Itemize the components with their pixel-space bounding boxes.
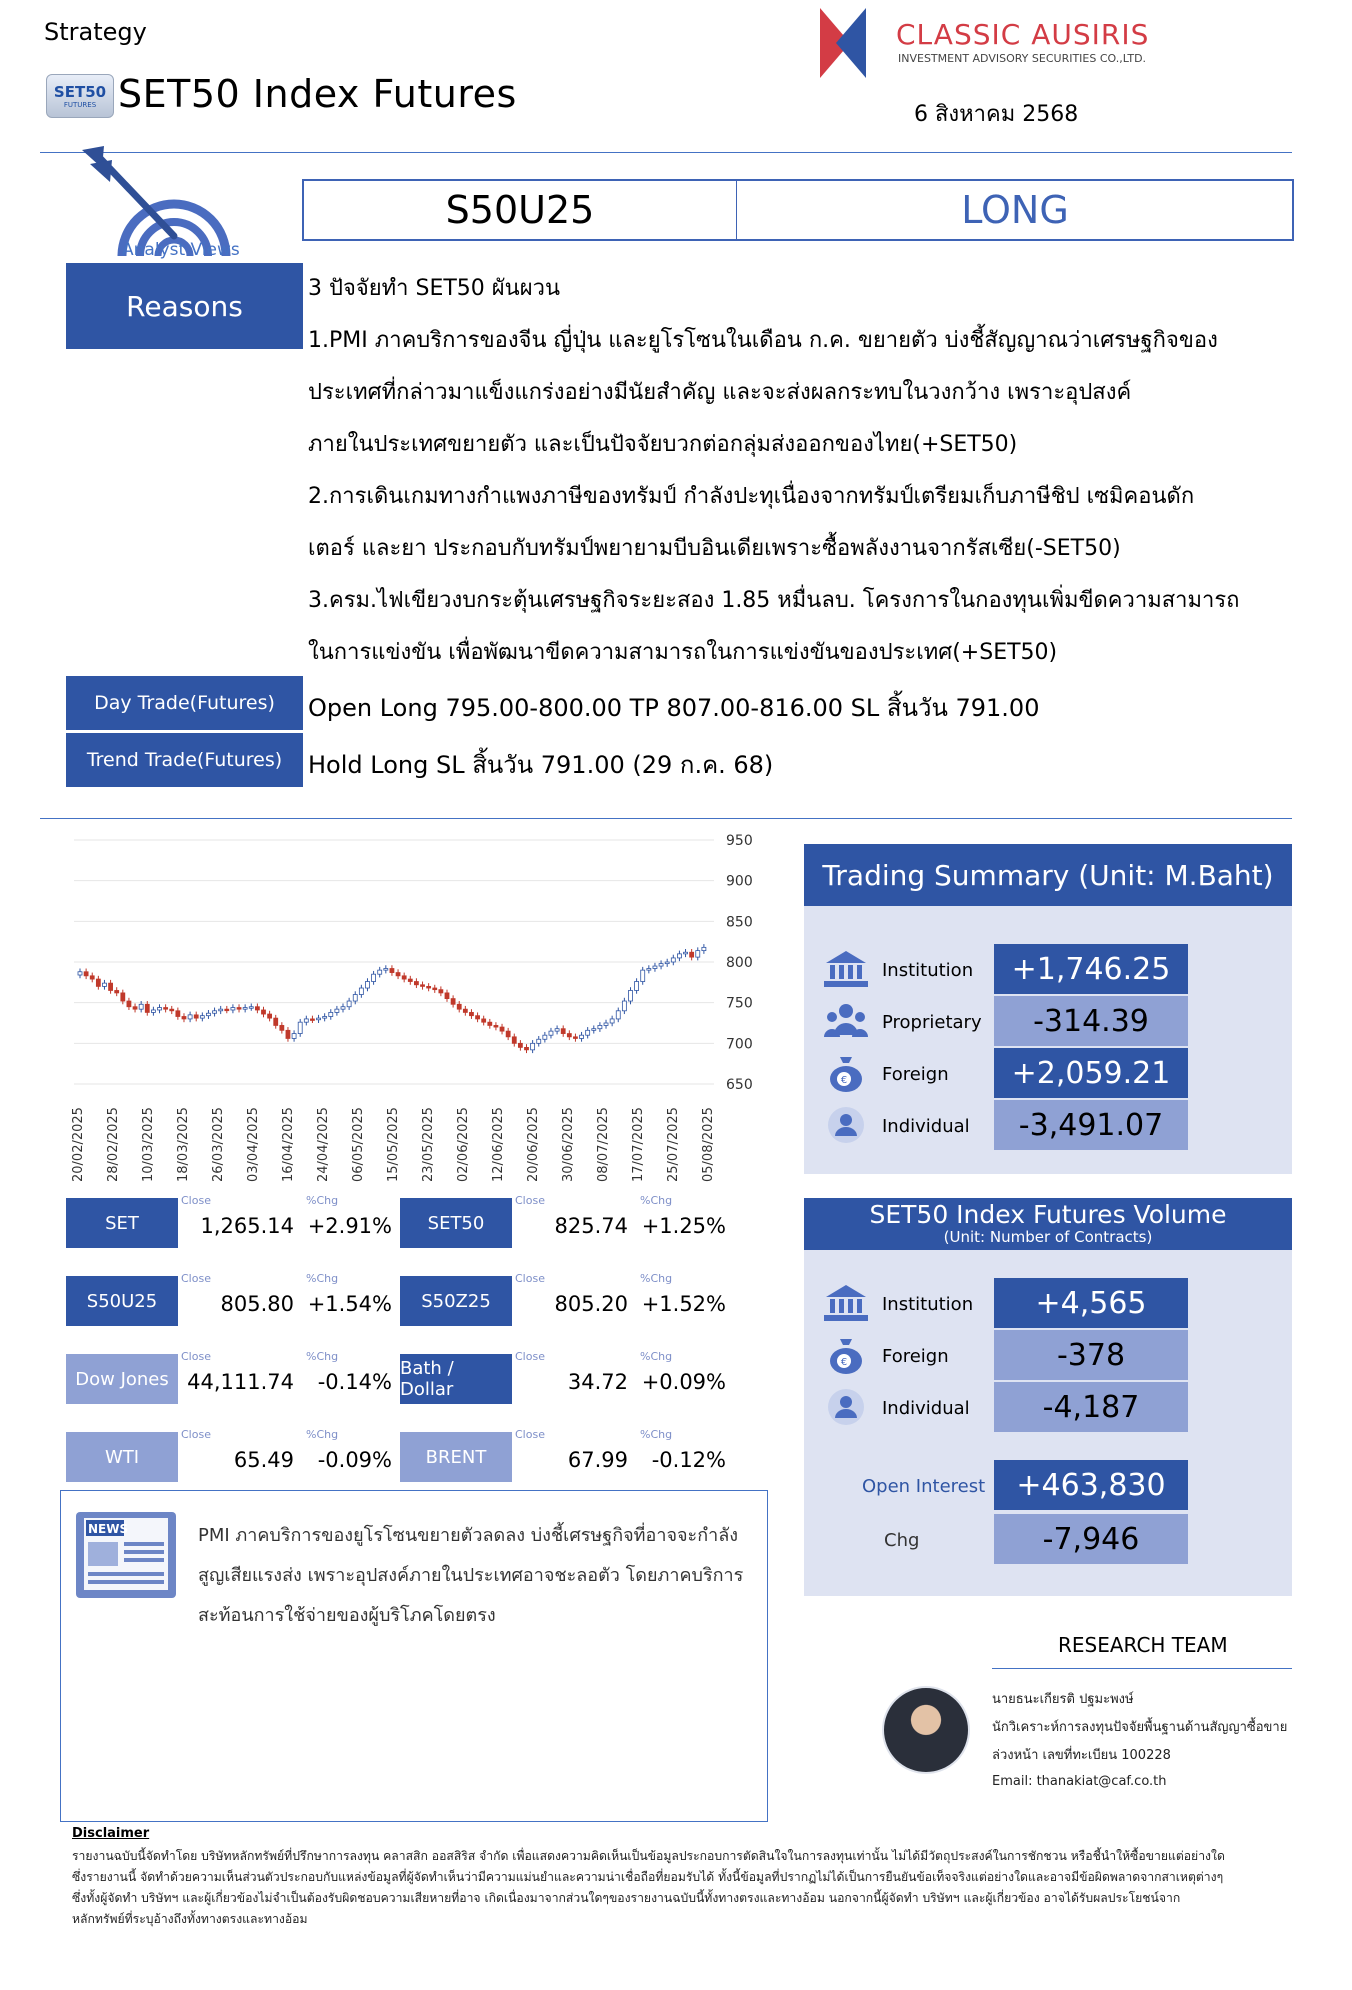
- candle-body: [586, 1030, 590, 1035]
- company-subtitle: INVESTMENT ADVISORY SECURITIES CO.,LTD.: [898, 52, 1147, 65]
- candle-body: [225, 1009, 229, 1011]
- close-caption: Close: [181, 1272, 211, 1285]
- x-tick-label: 20/02/2025: [71, 1107, 86, 1182]
- x-tick-label: 02/06/2025: [456, 1107, 471, 1182]
- row-value: -314.39: [994, 996, 1188, 1046]
- trend-trade-text: Hold Long SL สิ้นวัน 791.00 (29 ก.ค. 68): [308, 751, 774, 779]
- candle-body: [402, 976, 406, 979]
- market-tile-name: WTI: [66, 1432, 178, 1482]
- candle-body: [133, 1007, 137, 1009]
- chg-value: -0.12%: [651, 1448, 726, 1472]
- candle-body: [677, 954, 681, 958]
- x-tick-label: 20/06/2025: [526, 1107, 541, 1182]
- candle-body: [335, 1009, 339, 1012]
- chg-caption: %Chg: [306, 1350, 339, 1363]
- row-value: +4,565: [994, 1278, 1188, 1328]
- candle-body: [653, 966, 657, 968]
- close-value: 805.80: [220, 1292, 294, 1316]
- reasons-label: Reasons: [66, 263, 303, 349]
- candle-body: [145, 1004, 149, 1012]
- candle-body: [347, 1001, 351, 1007]
- news-badge: NEWS: [88, 1522, 129, 1536]
- candle-body: [573, 1037, 577, 1039]
- close-caption: Close: [515, 1428, 545, 1441]
- analyst-avatar: [882, 1686, 970, 1774]
- reason-line: 3.ครม.ไฟเขียวงบกระตุ้นเศรษฐกิจระยะสอง 1.85 หมื่นลบ. โครงการในกองทุนเพิ่มขีดความสามารถ: [308, 588, 1240, 613]
- analyst-role: นักวิเคราะห์การลงทุนปัจจัยพื้นฐานด้านสัญญาซื้อขาย: [992, 1720, 1288, 1735]
- x-tick-label: 03/04/2025: [246, 1107, 261, 1182]
- candle-body: [378, 970, 382, 974]
- section-label: Strategy: [44, 18, 147, 46]
- set50-logo-text: SET50: [53, 83, 107, 101]
- chg-value: -0.14%: [317, 1370, 392, 1394]
- open-interest-label: Open Interest: [862, 1476, 986, 1497]
- x-tick-label: 24/04/2025: [316, 1107, 331, 1182]
- market-tile-name: Bath / Dollar: [400, 1354, 512, 1404]
- reason-line: ในการแข่งขัน เพื่อพัฒนาขีดความสามารถในการแข่งขันของประเทศ(+SET50): [308, 640, 1058, 665]
- row-value: -3,491.07: [994, 1100, 1188, 1150]
- candle-body: [274, 1018, 278, 1025]
- candle-body: [482, 1019, 486, 1022]
- candle-body: [139, 1004, 143, 1009]
- y-tick-label: 700: [726, 1036, 753, 1053]
- chg-caption: %Chg: [306, 1194, 339, 1207]
- contract-view: LONG: [961, 188, 1069, 232]
- reason-line: ประเทศที่กล่าวมาแข็งแกร่งอย่างมีนัยสำคัญ และจะส่งผลกระทบในวงกว้าง เพราะอุปสงค์: [308, 380, 1132, 405]
- candle-body: [476, 1016, 480, 1019]
- candle-body: [616, 1011, 620, 1019]
- person-icon: [822, 1387, 870, 1431]
- chg-caption: %Chg: [640, 1194, 673, 1207]
- day-trade-text: Open Long 795.00-800.00 TP 807.00-816.00 SL สิ้นวัน 791.00: [308, 694, 1040, 722]
- day-trade-label: Day Trade(Futures): [66, 676, 303, 730]
- x-tick-label: 06/05/2025: [351, 1107, 366, 1182]
- candle-body: [500, 1027, 504, 1031]
- candle-body: [512, 1037, 516, 1044]
- candle-body: [121, 993, 125, 1001]
- candle-body: [531, 1043, 535, 1050]
- y-tick-label: 950: [726, 833, 753, 849]
- building-icon: [822, 949, 870, 993]
- candle-body: [261, 1010, 265, 1014]
- candle-body: [372, 974, 376, 981]
- candle-body: [84, 972, 88, 976]
- candle-body: [555, 1029, 559, 1031]
- candle-body: [684, 952, 688, 954]
- candle-body: [255, 1007, 259, 1010]
- candle-body: [696, 951, 700, 958]
- candle-body: [158, 1008, 162, 1010]
- candle-body: [635, 982, 639, 991]
- set50-logo-sub: FUTURES: [63, 101, 97, 109]
- candle-body: [610, 1019, 614, 1023]
- market-tile-name: S50U25: [66, 1276, 178, 1326]
- news-line: สะท้อนการใช้จ่ายของผู้บริโภคโดยตรง: [198, 1605, 496, 1626]
- trend-trade-label: Trend Trade(Futures): [66, 733, 303, 787]
- row-value: +1,746.25: [994, 944, 1188, 994]
- candle-body: [384, 969, 388, 971]
- candle-body: [457, 1004, 461, 1009]
- candle-body: [164, 1008, 168, 1010]
- candle-body: [365, 982, 369, 989]
- candle-body: [592, 1029, 596, 1031]
- candle-body: [249, 1007, 253, 1009]
- research-divider: [992, 1668, 1292, 1669]
- candle-body: [329, 1012, 333, 1016]
- close-caption: Close: [181, 1194, 211, 1207]
- money-bag-icon: [822, 1053, 870, 1097]
- close-caption: Close: [515, 1272, 545, 1285]
- candle-body: [182, 1016, 186, 1018]
- candle-body: [598, 1025, 602, 1028]
- disclaimer-line: รายงานฉบับนี้จัดทำโดย บริษัทหลักทรัพย์ที่ปรึกษาการลงทุน คลาสสิก ออสสิริส จำกัด เพื่อแสดงความคิดเห็นเป็นข้อมูลประกอบการตัดสินใจในการลงทุนเท่านั้น ไม่ได้มีวัตถุประสงค์ในการชักชวน หรือชี้นำให้ซื้อขายแต่อย่างใด: [72, 1849, 1225, 1863]
- chg-value: +1.25%: [641, 1214, 726, 1238]
- candle-body: [451, 999, 455, 1005]
- close-value: 44,111.74: [187, 1370, 294, 1394]
- candle-body: [78, 972, 82, 975]
- candle-body: [243, 1008, 247, 1010]
- candle-body: [469, 1012, 473, 1015]
- candle-body: [188, 1015, 192, 1019]
- y-tick-label: 750: [726, 995, 753, 1012]
- candle-body: [690, 952, 694, 957]
- chg-value: +1.52%: [641, 1292, 726, 1316]
- y-tick-label: 900: [726, 873, 753, 890]
- candle-body: [414, 982, 418, 985]
- row-value: -4,187: [994, 1382, 1188, 1432]
- x-tick-label: 16/04/2025: [281, 1107, 296, 1182]
- open-interest-value: +463,830: [994, 1460, 1188, 1510]
- close-value: 825.74: [554, 1214, 628, 1238]
- disclaimer-title: Disclaimer: [72, 1826, 150, 1841]
- candle-body: [127, 1001, 131, 1007]
- row-label: Individual: [882, 1398, 970, 1419]
- svg-text:€: €: [840, 1357, 848, 1368]
- candle-body: [206, 1013, 210, 1015]
- volume-title: SET50 Index Futures Volume: [869, 1200, 1227, 1229]
- row-label: Foreign: [882, 1064, 949, 1085]
- chg-caption: %Chg: [640, 1350, 673, 1363]
- candle-body: [341, 1007, 345, 1009]
- analyst-email[interactable]: Email: thanakiat@caf.co.th: [992, 1774, 1167, 1789]
- oi-change-label: Chg: [884, 1530, 920, 1551]
- candle-body: [439, 990, 443, 993]
- row-value: +2,059.21: [994, 1048, 1188, 1098]
- candle-body: [396, 973, 400, 976]
- candle-body: [323, 1016, 327, 1018]
- candle-body: [659, 964, 663, 966]
- chg-value: +2.91%: [307, 1214, 392, 1238]
- research-team-title: RESEARCH TEAM: [1058, 1633, 1228, 1657]
- money-bag-icon: [822, 1335, 870, 1379]
- contract-symbol: S50U25: [304, 181, 737, 239]
- chg-value: +1.54%: [307, 1292, 392, 1316]
- x-tick-label: 15/05/2025: [386, 1107, 401, 1182]
- y-tick-label: 800: [726, 955, 753, 971]
- x-tick-label: 05/08/2025: [701, 1107, 716, 1182]
- candle-body: [622, 1001, 626, 1011]
- candle-body: [115, 990, 119, 992]
- analyst-license: ล่วงหน้า เลขที่ทะเบียน 100228: [992, 1748, 1171, 1763]
- close-caption: Close: [181, 1350, 211, 1363]
- market-tile-name: BRENT: [400, 1432, 512, 1482]
- candle-body: [628, 990, 632, 1001]
- candle-body: [170, 1009, 174, 1011]
- chg-caption: %Chg: [306, 1428, 339, 1441]
- candle-body: [463, 1009, 467, 1012]
- close-value: 67.99: [567, 1448, 628, 1472]
- candle-body: [292, 1034, 296, 1039]
- x-tick-label: 28/02/2025: [106, 1107, 121, 1182]
- svg-text:€: €: [840, 1075, 848, 1086]
- row-value: -378: [994, 1330, 1188, 1380]
- row-label: Proprietary: [882, 1012, 982, 1033]
- x-tick-label: 25/07/2025: [666, 1107, 681, 1182]
- oi-change-value: -7,946: [994, 1514, 1188, 1564]
- candle-body: [506, 1031, 510, 1037]
- candle-body: [408, 979, 412, 981]
- row-label: Institution: [882, 960, 974, 981]
- candle-body: [96, 979, 100, 986]
- x-tick-label: 30/06/2025: [561, 1107, 576, 1182]
- contract-box: [302, 179, 1294, 241]
- y-tick-label: 850: [726, 914, 753, 931]
- candle-body: [561, 1029, 565, 1034]
- disclaimer-line: ซึ่งทั้งผู้จัดทำ บริษัทฯ และผู้เกี่ยวข้องไม่จำเป็นต้องรับผิดชอบความเสียหายที่อาจ เกิดเนื่องมาจากส่วนใดๆของรายงานฉบับนี้ทั้งทางตรงและทางอ้อม นอกจากนี้ผู้จัดทำ บริษัทฯ และผู้เกี่ยวข้อง อาจได้รับผลประโยชน์จาก: [72, 1891, 1181, 1905]
- x-tick-label: 08/07/2025: [596, 1107, 611, 1182]
- candle-body: [304, 1019, 308, 1022]
- candle-body: [494, 1025, 498, 1027]
- person-icon: [822, 1105, 870, 1149]
- candle-body: [421, 985, 425, 987]
- candle-body: [518, 1043, 522, 1047]
- candle-body: [317, 1018, 321, 1020]
- news-line: PMI ภาคบริการของยูโรโซนขยายตัวลดลง บ่งชี้เศรษฐกิจที่อาจจะกำลัง: [198, 1525, 739, 1546]
- candle-body: [580, 1035, 584, 1038]
- candle-body: [280, 1025, 284, 1030]
- close-value: 805.20: [554, 1292, 628, 1316]
- candle-body: [310, 1019, 314, 1021]
- x-tick-label: 17/07/2025: [631, 1107, 646, 1182]
- candle-body: [109, 983, 113, 990]
- candle-body: [102, 983, 106, 986]
- close-caption: Close: [515, 1350, 545, 1363]
- candle-body: [231, 1008, 235, 1010]
- y-tick-label: 650: [726, 1077, 753, 1093]
- candle-body: [90, 976, 94, 979]
- disclaimer-line: ซึ่งรายงานนี้ จัดทำด้วยความเห็นส่วนตัวประกอบกับแหล่งข้อมูลที่ผู้จัดทำเห็นว่ามีความแม่นยำและความน่าเชื่อถือที่ยอมรับได้ ทั้งนี้ข้อมูลที่ปรากฏไม่ได้เป็นการยืนยันข้อเท็จจริงแต่อย่างใดและอาจมีข้อผิดพลาดจากสาเหตุต่างๆ: [72, 1870, 1224, 1884]
- analyst-name: นายธนะเกียรติ ปฐมะพงษ์: [992, 1692, 1134, 1707]
- candle-body: [433, 988, 437, 990]
- close-caption: Close: [181, 1428, 211, 1441]
- chg-value: +0.09%: [641, 1370, 726, 1394]
- candle-body: [219, 1009, 223, 1011]
- candle-body: [702, 947, 706, 950]
- candle-body: [176, 1011, 180, 1017]
- row-label: Individual: [882, 1116, 970, 1137]
- row-label: Institution: [882, 1294, 974, 1315]
- x-tick-label: 23/05/2025: [421, 1107, 436, 1182]
- reason-line: ภายในประเทศขยายตัว และเป็นปัจจัยบวกต่อกลุ่มส่งออกของไทย(+SET50): [308, 432, 1018, 457]
- company-name: CLASSIC AUSIRIS: [896, 18, 1150, 51]
- close-caption: Close: [515, 1194, 545, 1207]
- close-value: 1,265.14: [200, 1214, 294, 1238]
- candle-body: [488, 1022, 492, 1025]
- reason-line: 3 ปัจจัยทำ SET50 ผันผวน: [308, 276, 560, 301]
- candle-body: [298, 1022, 302, 1033]
- candle-body: [567, 1034, 571, 1037]
- candle-body: [237, 1008, 241, 1010]
- close-value: 65.49: [233, 1448, 294, 1472]
- candle-body: [268, 1014, 272, 1018]
- candle-body: [200, 1016, 204, 1018]
- analyst-views-label: Analyst Views: [122, 240, 240, 260]
- reason-line: 2.การเดินเกมทางกำแพงภาษีของทรัมป์ กำลังปะทุเนื่องจากทรัมป์เตรียมเก็บภาษีชิป เซมิคอนดัก: [308, 484, 1195, 509]
- page-title: SET50 Index Futures: [118, 72, 517, 116]
- candle-body: [604, 1023, 608, 1025]
- candle-body: [151, 1010, 155, 1012]
- chg-caption: %Chg: [306, 1272, 339, 1285]
- candle-body: [647, 969, 651, 971]
- chg-caption: %Chg: [640, 1272, 673, 1285]
- reason-line: 1.PMI ภาคบริการของจีน ญี่ปุ่น และยูโรโซนในเดือน ก.ค. ขยายตัว บ่งชี้สัญญาณว่าเศรษฐกิจของ: [308, 328, 1218, 353]
- people-group-icon: [822, 1001, 870, 1045]
- volume-header: [804, 1198, 1292, 1250]
- x-tick-label: 26/03/2025: [211, 1107, 226, 1182]
- set50-candlestick-chart: [60, 828, 780, 1198]
- disclaimer-line: หลักทรัพย์ที่ระบุอ้างถึงทั้งทางตรงและทางอ้อม: [72, 1912, 308, 1926]
- reason-line: เตอร์ และยา ประกอบกับทรัมป์พยายามบีบอินเดียเพราะซื้อพลังงานจากรัสเซีย(-SET50): [308, 536, 1121, 561]
- candle-body: [194, 1015, 198, 1018]
- chg-value: -0.09%: [317, 1448, 392, 1472]
- row-label: Foreign: [882, 1346, 949, 1367]
- classic-ausiris-logo-icon: [820, 8, 866, 78]
- market-tile-name: S50Z25: [400, 1276, 512, 1326]
- candle-body: [543, 1035, 547, 1039]
- candle-body: [353, 995, 357, 1002]
- x-tick-label: 10/03/2025: [141, 1107, 156, 1182]
- news-line: สูญเสียแรงส่ง เพราะอุปสงค์ภายในประเทศอาจชะลอตัว โดยภาคบริการ: [198, 1565, 744, 1586]
- candle-body: [359, 988, 363, 995]
- set50-futures-logo: [46, 74, 114, 118]
- market-tile-name: Dow Jones: [66, 1354, 178, 1404]
- chg-caption: %Chg: [640, 1428, 673, 1441]
- market-tile-name: SET: [66, 1198, 178, 1248]
- section-divider: [40, 818, 1292, 819]
- candle-body: [525, 1047, 529, 1049]
- candle-body: [286, 1030, 290, 1038]
- candle-body: [641, 970, 645, 981]
- candle-body: [213, 1011, 217, 1013]
- candle-body: [665, 962, 669, 964]
- candle-body: [390, 969, 394, 973]
- close-value: 34.72: [567, 1370, 628, 1394]
- report-date: 6 สิงหาคม 2568: [914, 102, 1079, 127]
- x-tick-label: 12/06/2025: [491, 1107, 506, 1182]
- candle-body: [445, 993, 449, 999]
- x-tick-label: 18/03/2025: [176, 1107, 191, 1182]
- volume-subtitle: (Unit: Number of Contracts): [943, 1228, 1153, 1246]
- candle-body: [537, 1039, 541, 1043]
- market-tile-name: SET50: [400, 1198, 512, 1248]
- candle-body: [427, 986, 431, 988]
- candle-body: [549, 1031, 553, 1035]
- building-icon: [822, 1283, 870, 1327]
- candle-body: [671, 958, 675, 962]
- trading-summary-title: Trading Summary (Unit: M.Baht): [804, 844, 1292, 906]
